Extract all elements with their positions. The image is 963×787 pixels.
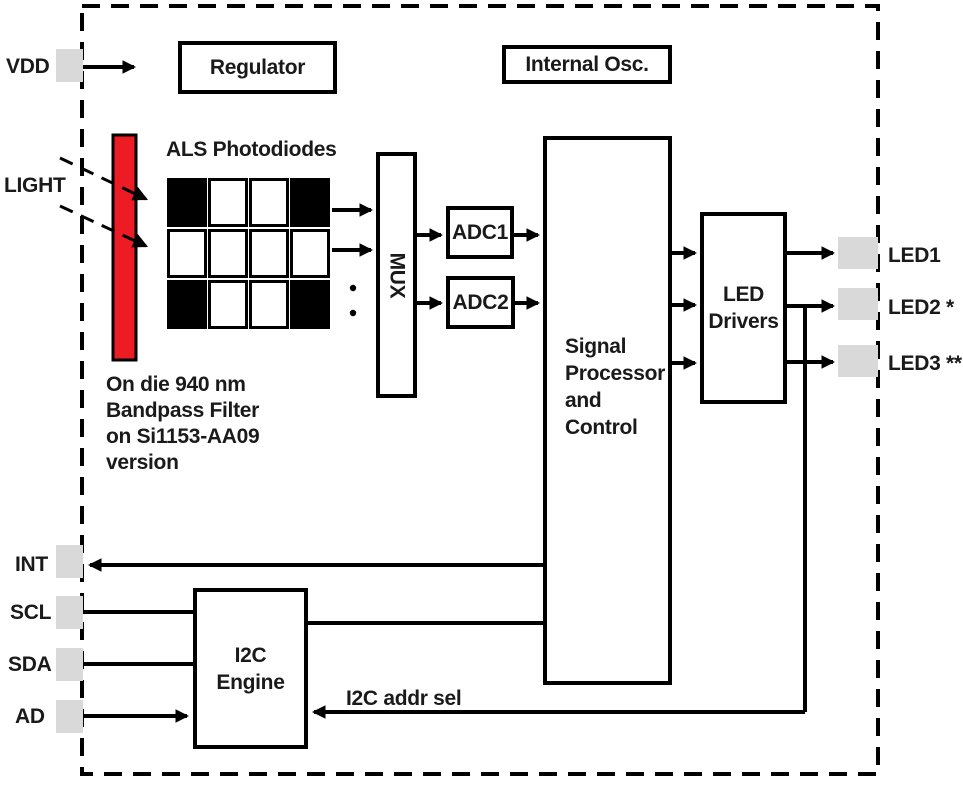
int-pad [56,545,83,578]
internal-osc-block [502,45,672,84]
signal-processor-label [565,333,665,441]
sp-label-line-2: Processor [565,362,666,385]
photodiode-cell-black [167,178,207,227]
photodiode-cell-white [208,229,248,278]
led1-label: LED1 [888,244,941,267]
led2-label: LED2 * [888,296,954,319]
photodiode-cell-white [249,178,289,227]
i2c-engine-label-line-2: Engine [216,670,285,694]
photodiode-cell-white [167,229,207,278]
i2c-engine-label-line-1: I2C [234,643,267,667]
i2c-engine-block [193,588,308,749]
filter-note-line-3: on Si1153-AA09 [106,425,260,448]
mux-block [376,152,417,398]
light-label: LIGHT [4,174,66,197]
photodiode-grid [167,178,330,329]
adc1-label: ADC1 [452,221,508,244]
mux-ellipsis-dot-1 [350,285,356,291]
filter-note-line-4: version [106,451,179,474]
signal-processor-block [543,136,672,685]
sda-pad [56,648,83,681]
photodiode-cell-white [249,280,289,329]
led-drivers-block [700,212,787,404]
sp-label-line-4: Control [565,416,638,439]
ad-label: AD [15,705,45,728]
photodiode-cell-white [249,229,289,278]
regulator-label: Regulator [209,56,306,79]
vdd-label: VDD [6,55,50,78]
mux-label: MUX [385,252,409,298]
sp-label-line-3: and [565,389,602,412]
als-photodiodes-label: ALS Photodiodes [166,138,337,161]
ad-pad [56,700,83,733]
led1-pad [838,237,878,269]
led3-pad [838,345,878,377]
filter-note-line-1: On die 940 nm [106,373,246,396]
vdd-pad [56,49,83,82]
internal-osc-label: Internal Osc. [525,53,649,76]
photodiode-cell-black [290,280,330,329]
sda-label: SDA [8,653,52,676]
adc2-block [446,276,515,329]
adc2-label: ADC2 [452,291,509,314]
regulator-block [178,41,337,94]
filter-note [106,372,259,476]
filter-note-line-2: Bandpass Filter [106,399,260,422]
photodiode-cell-black [290,178,330,227]
led-drivers-label-line-1: LED [722,283,765,306]
photodiode-cell-white [290,229,330,278]
sp-label-line-1: Signal [565,335,627,358]
photodiode-cell-black [167,280,207,329]
led3-label: LED3 ** [888,352,962,375]
photodiode-cell-white [208,178,248,227]
scl-label: SCL [10,601,52,624]
i2c-addr-sel-label: I2C addr sel [346,687,462,710]
adc1-block [446,206,514,259]
bandpass-filter [113,135,136,360]
led2-pad [838,288,878,320]
int-label: INT [15,553,48,576]
photodiode-cell-white [208,280,248,329]
scl-pad [56,596,83,629]
mux-ellipsis-dot-2 [350,310,356,316]
led-drivers-label-line-2: Drivers [708,310,779,333]
